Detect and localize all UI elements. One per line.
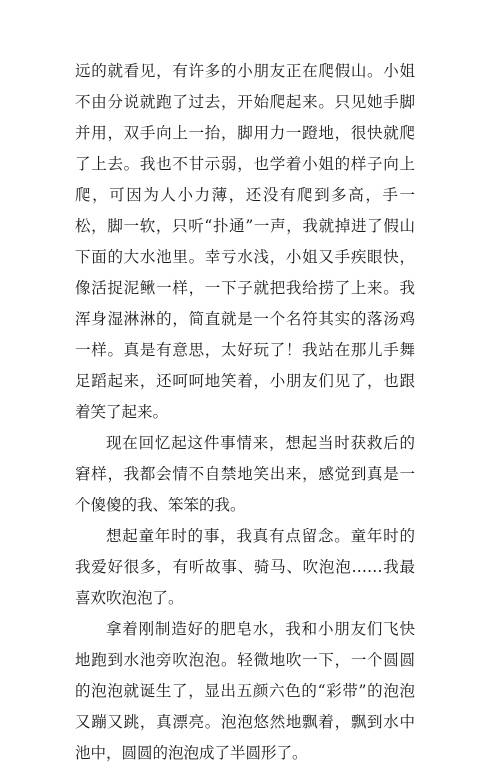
paragraph-1: 远的就看见，有许多的小朋友正在爬假山。小姐不由分说就跑了过去，开始爬起来。只见她手脚并用，双手向上一抬，脚用力一蹬地，很快就爬了上去。我也不甘示弱，也学着小姐的样子向上爬，可因为人小力薄，还没有爬到多高，手一松，脚一软，只听“扑通”一声，我就掉进了假山下面的大水池里。幸亏水浅，小姐又手疾眼快，像活捉泥鳅一样，一下子就把我给捞了上来。我浑身湿淋淋的，简直就是一个名符其实的落汤鸡一样。真是有意思，太好玩了！我站在那儿手舞足蹈起来，还呵呵地笑着，小朋友们见了，也跟着笑了起来。 [75,62,415,421]
paragraph-3: 想起童年时的事，我真有点留念。童年时的我爱好很多，有听故事、骑马、吹泡泡……我最喜欢吹泡泡了。 [75,527,415,607]
document-body [75,56,415,769]
paragraph-4: 拿着刚制造好的肥皂水，我和小朋友们飞快地跑到水池旁吹泡泡。轻微地吹一下，一个圆圆的泡泡就诞生了，显出五颜六色的“彩带”的泡泡又蹦又跳，真漂亮。泡泡悠然地飘着，飘到水中池中，圆圆的泡泡成了半圆形了。 [75,620,415,762]
paragraph-2: 现在回忆起这件事情来，想起当时获救后的窘样，我都会情不自禁地笑出来，感觉到真是一个傻傻的我、笨笨的我。 [75,434,415,514]
